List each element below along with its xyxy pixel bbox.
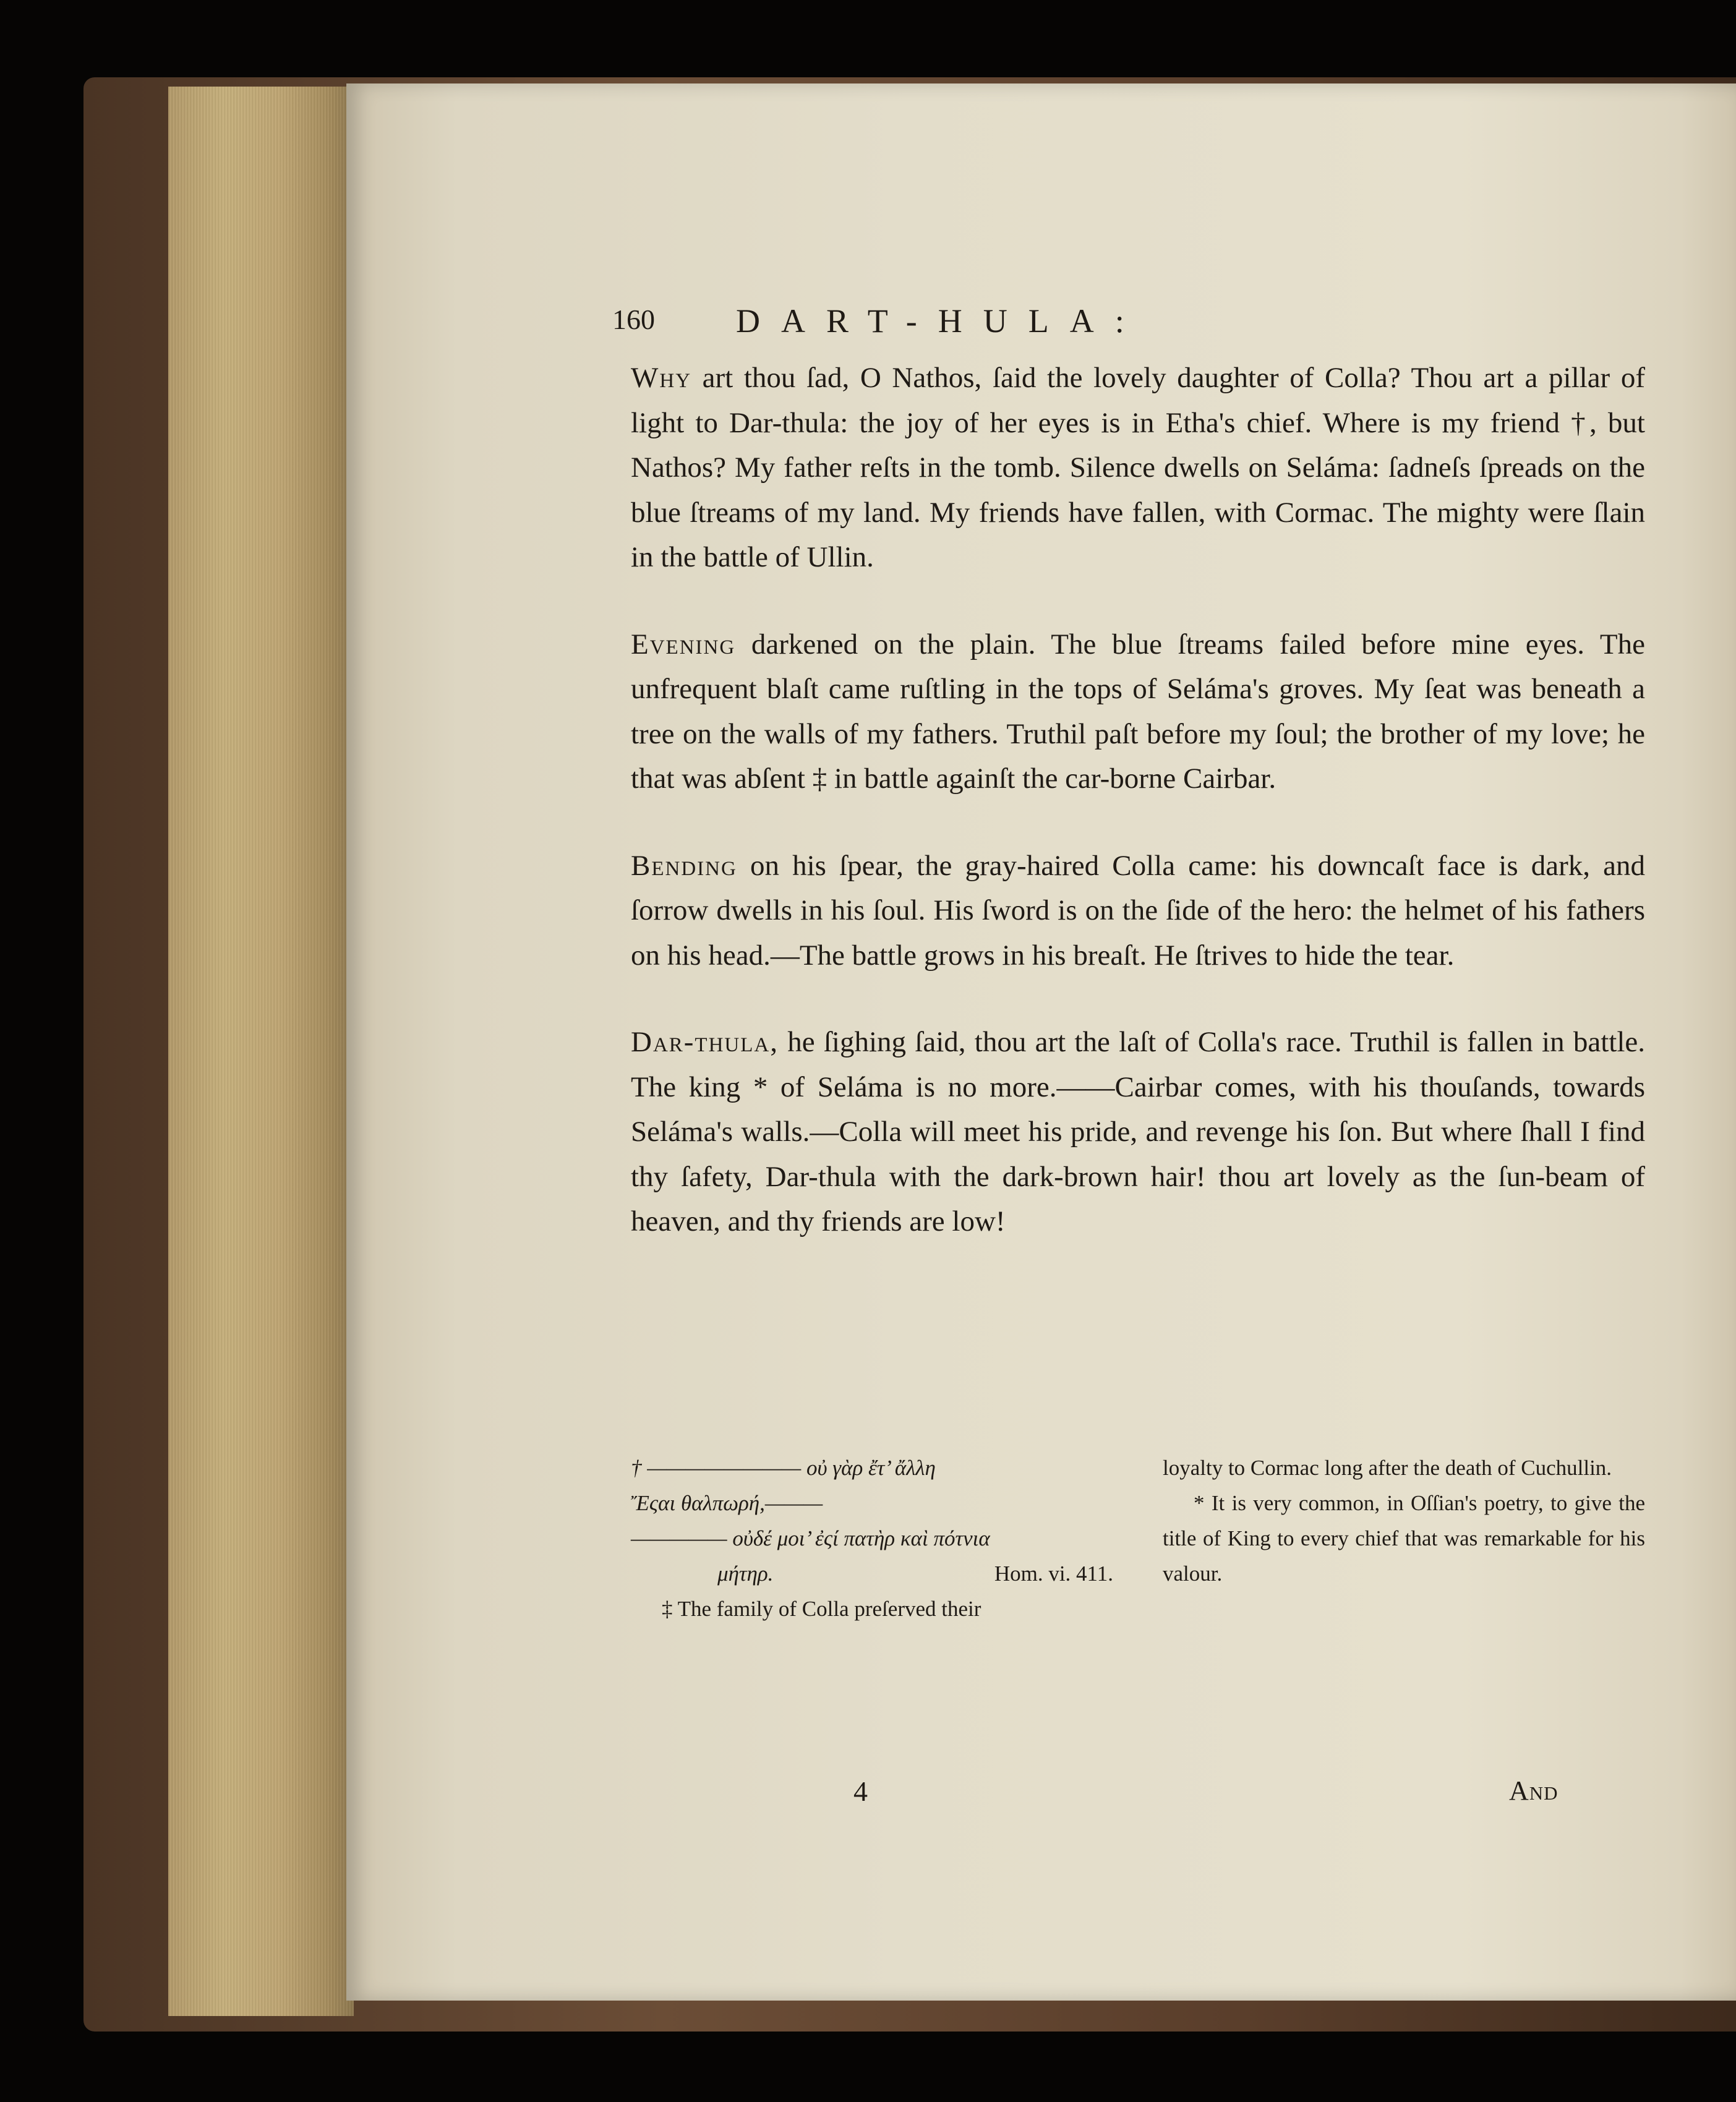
paragraph-lead: Why: [631, 362, 692, 394]
footnote-greek-line: † ———————— οὐ γὰρ ἔτ’ ἄλλη: [631, 1456, 936, 1480]
footnote-continuation: loyalty to Cormac long after the death of Cuchullin.: [1163, 1456, 1612, 1480]
paragraph-text: he ſighing ſaid, thou art the laſt of Colla's race. Truthil is fallen in battle. The king * of Seláma is no more.——Cairbar comes, with his thouſands, towards Seláma's walls.—Colla will meet his pride, and revenge his ſon. But where ſhall I find thy ſafety, Dar-thula with the dark-brown hair! thou art lovely as the ſun-beam of heaven, and thy friends are low!: [631, 1026, 1645, 1237]
footnote-greek-line: Ἔςαι θαλπωρή,———: [631, 1491, 823, 1515]
paragraph: [631, 1020, 1645, 1244]
paragraph-text: art thou ſad, O Nathos, ſaid the lovely daughter of Colla? Thou art a pillar of light to Dar-thula: the joy of her eyes is in Etha's chief. Where is my friend †, but Nathos? My father reſts in the tomb. Silence dwells on Seláma: ſadneſs ſpreads on the blue ſtreams of my land. My friends have fallen, with Cormac. The mighty were ſlain in the battle of Ullin.: [631, 362, 1645, 573]
footnote-citation-line: [631, 1556, 1113, 1591]
footnote-column-right: [1163, 1450, 1645, 1747]
footnote-dagger: ‡ The family of Colla preſerved their: [662, 1597, 981, 1621]
footnote-greek-line: ————— οὐδέ μοι’ ἐςί πατὴρ καὶ πότνια: [631, 1526, 990, 1550]
footnote-citation: Hom. vi. 411.: [994, 1562, 1113, 1586]
book-page: [346, 83, 1736, 2001]
page-edges: [168, 87, 354, 2016]
paragraph: [631, 844, 1645, 978]
paragraph-text: darkened on the plain. The blue ſtreams failed before mine eyes. The unfrequent blaſt came ruſtling in the tops of Seláma's groves. My ſeat was beneath a tree on the walls of my fathers. Truthil paſt before my ſoul; the brother of my love; he that was abſent ‡ in battle againſt the car-borne Cairbar.: [631, 628, 1645, 795]
footnote-column-left: [631, 1450, 1113, 1747]
footnote-star: * It is very common, in Oſſian's poetry, to give the title of King to every chief that was remarkable for his valour.: [1163, 1491, 1645, 1586]
paragraph-lead: Bending: [631, 849, 737, 882]
signature-mark: 4: [853, 1775, 868, 1807]
running-title: DART-HULA:: [736, 302, 1145, 340]
page-number: 160: [612, 304, 655, 335]
body-text: [631, 356, 1645, 1286]
paragraph-lead: Evening: [631, 628, 736, 660]
paragraph-lead: Dar-thula,: [631, 1026, 779, 1058]
footnotes: [631, 1450, 1645, 1747]
paragraph: [631, 622, 1645, 801]
paragraph-text: on his ſpear, the gray-haired Colla came: his downcaſt face is dark, and ſorrow dwells in his ſoul. His ſword is on the ſide of the hero: the helmet of his fathers on his head.—The battle grows in his breaſt. He ſtrives to hide the tear.: [631, 849, 1645, 972]
paragraph: [631, 356, 1645, 580]
running-head: [612, 303, 1664, 352]
catchword: And: [1509, 1775, 1559, 1806]
footnote-greek-line: μήτηρ.: [717, 1562, 774, 1586]
